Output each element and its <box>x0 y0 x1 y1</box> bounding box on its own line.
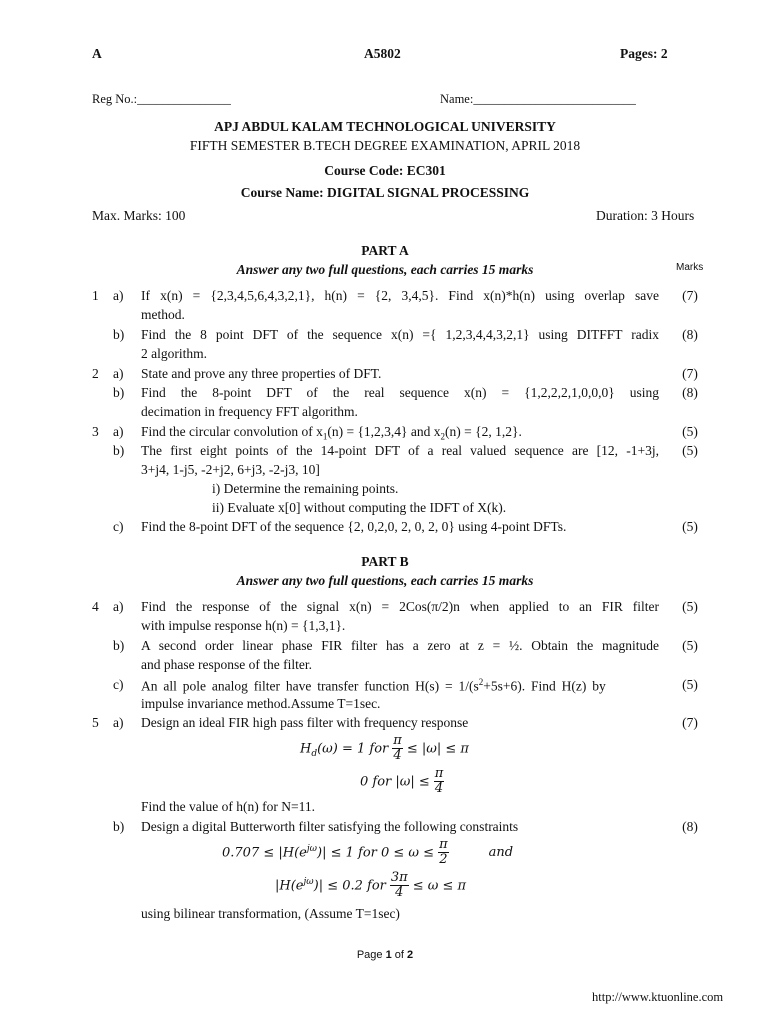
source-url-link[interactable]: http://www.ktuonline.com <box>592 990 724 1004</box>
subpart-label: a) <box>113 288 124 303</box>
subpart-label: b) <box>113 819 125 834</box>
part-a-instruction: Answer any two full questions, each carries 15 marks <box>236 262 534 277</box>
series-label: A <box>92 46 102 61</box>
equation-passband-constraint: $0.707 \le |H(e^{j\omega})| \le 1$ for 0 ≤ ω ≤ $\frac{\pi}{2}$ and <box>222 837 514 868</box>
question-4b-marks: (5) <box>682 638 698 653</box>
question-3b-text: The first eight points of the 14-point DFT of a real valued sequence are [12, -1+3j, <box>141 443 659 458</box>
question-3c-text: Find the 8-point DFT of the sequence {2, 0,2,0, 2, 0, 2, 0} using 4-point DFTs. <box>141 519 567 534</box>
subpart-label: a) <box>113 424 124 439</box>
question-4c-text-cont: impulse invariance method.Assume T=1sec. <box>141 696 381 711</box>
question-4c-marks: (5) <box>682 677 698 692</box>
course-name: Course Name: DIGITAL SIGNAL PROCESSING <box>240 185 530 200</box>
question-4a-text-cont: with impulse response h(n) = {1,3,1}. <box>141 618 346 633</box>
question-3c-marks: (5) <box>682 519 698 534</box>
question-5a-text-after: Find the value of h(n) for N=11. <box>141 799 315 814</box>
question-number-5: 5 <box>92 715 99 730</box>
question-4a-marks: (5) <box>682 599 698 614</box>
question-number-3: 3 <box>92 424 99 439</box>
question-3b-text-cont: 3+j4, 1-j5, -2+j2, 6+j3, -2-j3, 10] <box>141 462 320 477</box>
equation-stopband-constraint: $|H(e^{j\omega})| \le 0.2$ for $\frac{3\pi}{4}$ ≤ ω ≤ π <box>275 870 467 901</box>
question-1a-text: If x(n) = {2,3,4,5,6,4,3,2,1}, h(n) = {2, 3,4,5}. Find x(n)*h(n) using overlap save <box>141 288 659 303</box>
exam-title: FIFTH SEMESTER B.TECH DEGREE EXAMINATION, APRIL 2018 <box>189 138 581 153</box>
course-code: Course Code: EC301 <box>324 163 446 178</box>
subpart-label: c) <box>113 677 124 692</box>
max-marks: Max. Marks: 100 <box>92 208 186 223</box>
paper-code: A5802 <box>364 46 401 61</box>
question-number-2: 2 <box>92 366 99 381</box>
question-4c-text: An all pole analog filter have transfer function $H(s) = 1/(s^2+5s+6)$. Find H(z) by <box>141 677 606 694</box>
question-4b-text-cont: and phase response of the filter. <box>141 657 312 672</box>
part-a-heading: PART A <box>361 243 409 258</box>
reg-no-field: Reg No.:_______________ <box>92 92 231 106</box>
university-title: APJ ABDUL KALAM TECHNOLOGICAL UNIVERSITY <box>214 119 556 134</box>
subpart-label: a) <box>113 599 124 614</box>
question-2a-marks: (7) <box>682 366 698 381</box>
question-1b-marks: (8) <box>682 327 698 342</box>
part-b-heading: PART B <box>361 554 409 569</box>
pages-label: Pages: 2 <box>620 46 668 61</box>
question-2b-marks: (8) <box>682 385 698 400</box>
question-3b-item-i: i) Determine the remaining points. <box>212 481 399 496</box>
duration: Duration: 3 Hours <box>596 208 695 223</box>
question-4b-text: A second order linear phase FIR filter has a zero at z = ½. Obtain the magnitude <box>141 638 659 653</box>
question-4a-text: Find the response of the signal x(n) = 2Cos(π/2)n when applied to an FIR filter <box>141 599 659 614</box>
name-field: Name:__________________________ <box>440 92 636 106</box>
question-1a-marks: (7) <box>682 288 698 303</box>
subpart-label: a) <box>113 366 124 381</box>
subpart-label: b) <box>113 638 125 653</box>
marks-column-label: Marks <box>676 262 704 273</box>
subpart-label: b) <box>113 385 125 400</box>
part-b-instruction: Answer any two full questions, each carries 15 marks <box>236 573 534 588</box>
subpart-label: b) <box>113 327 125 342</box>
question-5b-marks: (8) <box>682 819 698 834</box>
question-2b-text: Find the 8-point DFT of the real sequence x(n) = {1,2,2,2,1,0,0,0} using <box>141 385 659 400</box>
question-1b-text-cont: 2 algorithm. <box>141 346 207 361</box>
question-number-4: 4 <box>92 599 99 614</box>
question-3b-item-ii: ii) Evaluate x[0] without computing the IDFT of X(k). <box>212 500 507 515</box>
question-5a-text: Design an ideal FIR high pass filter with frequency response <box>141 715 469 730</box>
question-5a-marks: (7) <box>682 715 698 730</box>
page-number: Page 1 of 2 <box>356 949 414 961</box>
question-3a-marks: (5) <box>682 424 698 439</box>
question-number-1: 1 <box>92 288 99 303</box>
question-3a-text: Find the circular convolution of $x_1(n) = \{1,2,3,4\}$ and $x_2(n) = \{2$, 1,2}. <box>141 424 522 442</box>
subpart-label: c) <box>113 519 124 534</box>
question-2b-text-cont: decimation in frequency FFT algorithm. <box>141 404 358 419</box>
equation-stopband: 0 for |ω| ≤ $\frac{\pi}{4}$ <box>360 766 444 797</box>
question-5b-text: Design a digital Butterworth filter satisfying the following constraints <box>141 819 519 834</box>
equation-frequency-response: $H_d(\omega) = 1$ for $\frac{\pi}{4}$ ≤ |ω| ≤ π <box>300 733 469 764</box>
question-1b-text: Find the 8 point DFT of the sequence x(n) ={ 1,2,3,4,4,3,2,1} using DITFFT radix <box>141 327 659 342</box>
question-5b-text-after: using bilinear transformation, (Assume T=1sec) <box>141 906 400 921</box>
question-3b-marks: (5) <box>682 443 698 458</box>
question-2a-text: State and prove any three properties of DFT. <box>141 366 382 381</box>
subpart-label: b) <box>113 443 125 458</box>
subpart-label: a) <box>113 715 124 730</box>
question-1a-text-cont: method. <box>141 307 185 322</box>
